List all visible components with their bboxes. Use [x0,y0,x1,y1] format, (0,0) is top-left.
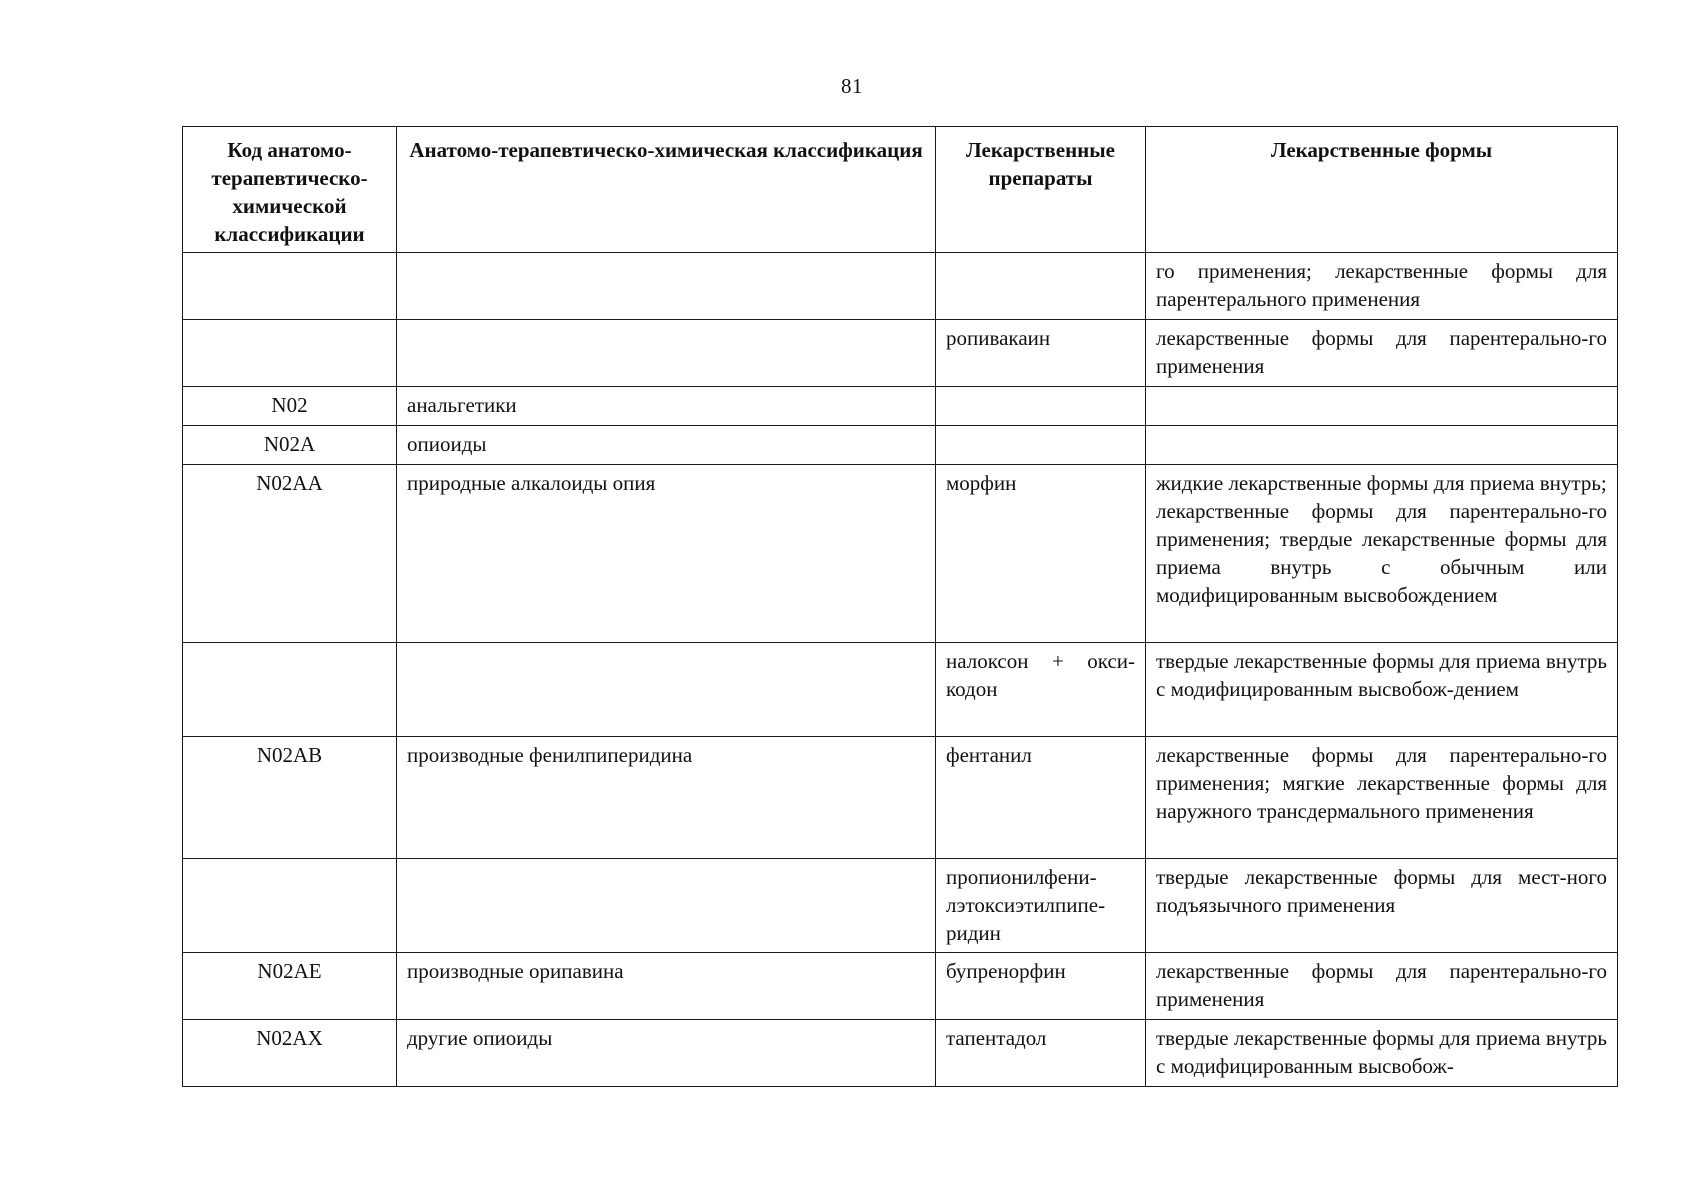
table-row [183,320,1618,387]
table-row [183,643,1618,737]
cell-drug: тапентадол [936,1020,1146,1087]
cell-code: N02 [183,387,397,426]
table-row [183,737,1618,859]
table-row [183,1020,1618,1087]
cell-form [1146,253,1618,320]
cell-classification: производные орипавина [397,953,936,1020]
cell-code [183,320,397,387]
cell-drug: морфин [936,465,1146,643]
cell-drug: фентанил [936,737,1146,859]
form-text: лекарственные формы для парентерально-го применения; твердые лекарственные формы для приема внутрь с обычным или модифицированным высвобождением [1156,499,1607,607]
cell-form [1146,1020,1618,1087]
table-row [183,859,1618,953]
form-text: лекарственные формы для парентерально-го применения; мягкие лекарственные формы для наружного трансдермального применения [1156,743,1607,823]
form-text: твердые лекарственные формы для приема внутрь с модифицированным высвобож-дением [1156,649,1607,701]
cell-classification: опиоиды [397,426,936,465]
atc-table [182,126,1618,1087]
cell-form [1146,859,1618,953]
table-row [183,465,1618,643]
cell-drug: пропионилфени-лэтоксиэтилпипе-ридин [936,859,1146,953]
form-text: лекарственные формы для парентерально-го применения [1156,959,1607,1011]
cell-classification [397,320,936,387]
cell-form [1146,643,1618,737]
header-classification: Анатомо-терапевтическо-химическая классификация [397,127,936,253]
cell-form [1146,320,1618,387]
cell-drug [936,426,1146,465]
cell-classification [397,643,936,737]
cell-form [1146,387,1618,426]
cell-code: N02A [183,426,397,465]
cell-code [183,859,397,953]
cell-drug: бупренорфин [936,953,1146,1020]
cell-drug [936,387,1146,426]
cell-drug [936,253,1146,320]
header-forms: Лекарственные формы [1146,127,1618,253]
cell-classification: природные алкалоиды опия [397,465,936,643]
form-text: го применения; лекарственные формы для парентерального применения [1156,259,1607,311]
table-row [183,426,1618,465]
cell-code: N02AE [183,953,397,1020]
table-row [183,253,1618,320]
form-text: жидкие лекарственные формы для приема внутрь; [1156,471,1607,495]
table-row [183,953,1618,1020]
cell-classification: производные фенилпиперидина [397,737,936,859]
cell-form [1146,426,1618,465]
cell-classification: анальгетики [397,387,936,426]
header-code: Код анатомо-терапевтическо-химической классификации [183,127,397,253]
table-header-row [183,127,1618,253]
header-drugs: Лекарственные препараты [936,127,1146,253]
cell-classification [397,859,936,953]
cell-code: N02AB [183,737,397,859]
cell-drug: налоксон + окси-кодон [936,643,1146,737]
cell-code: N02AX [183,1020,397,1087]
cell-drug: ропивакаин [936,320,1146,387]
page-number: 81 [841,74,863,98]
table-row [183,387,1618,426]
cell-code [183,643,397,737]
cell-classification [397,253,936,320]
cell-form [1146,465,1618,643]
cell-code [183,253,397,320]
cell-form [1146,953,1618,1020]
form-text: твердые лекарственные формы для приема внутрь с модифицированным высвобож- [1156,1026,1607,1078]
form-text: твердые лекарственные формы для мест-ного подъязычного применения [1156,865,1607,917]
cell-form [1146,737,1618,859]
cell-code: N02AA [183,465,397,643]
form-text: лекарственные формы для парентерально-го применения [1156,326,1607,378]
cell-classification: другие опиоиды [397,1020,936,1087]
